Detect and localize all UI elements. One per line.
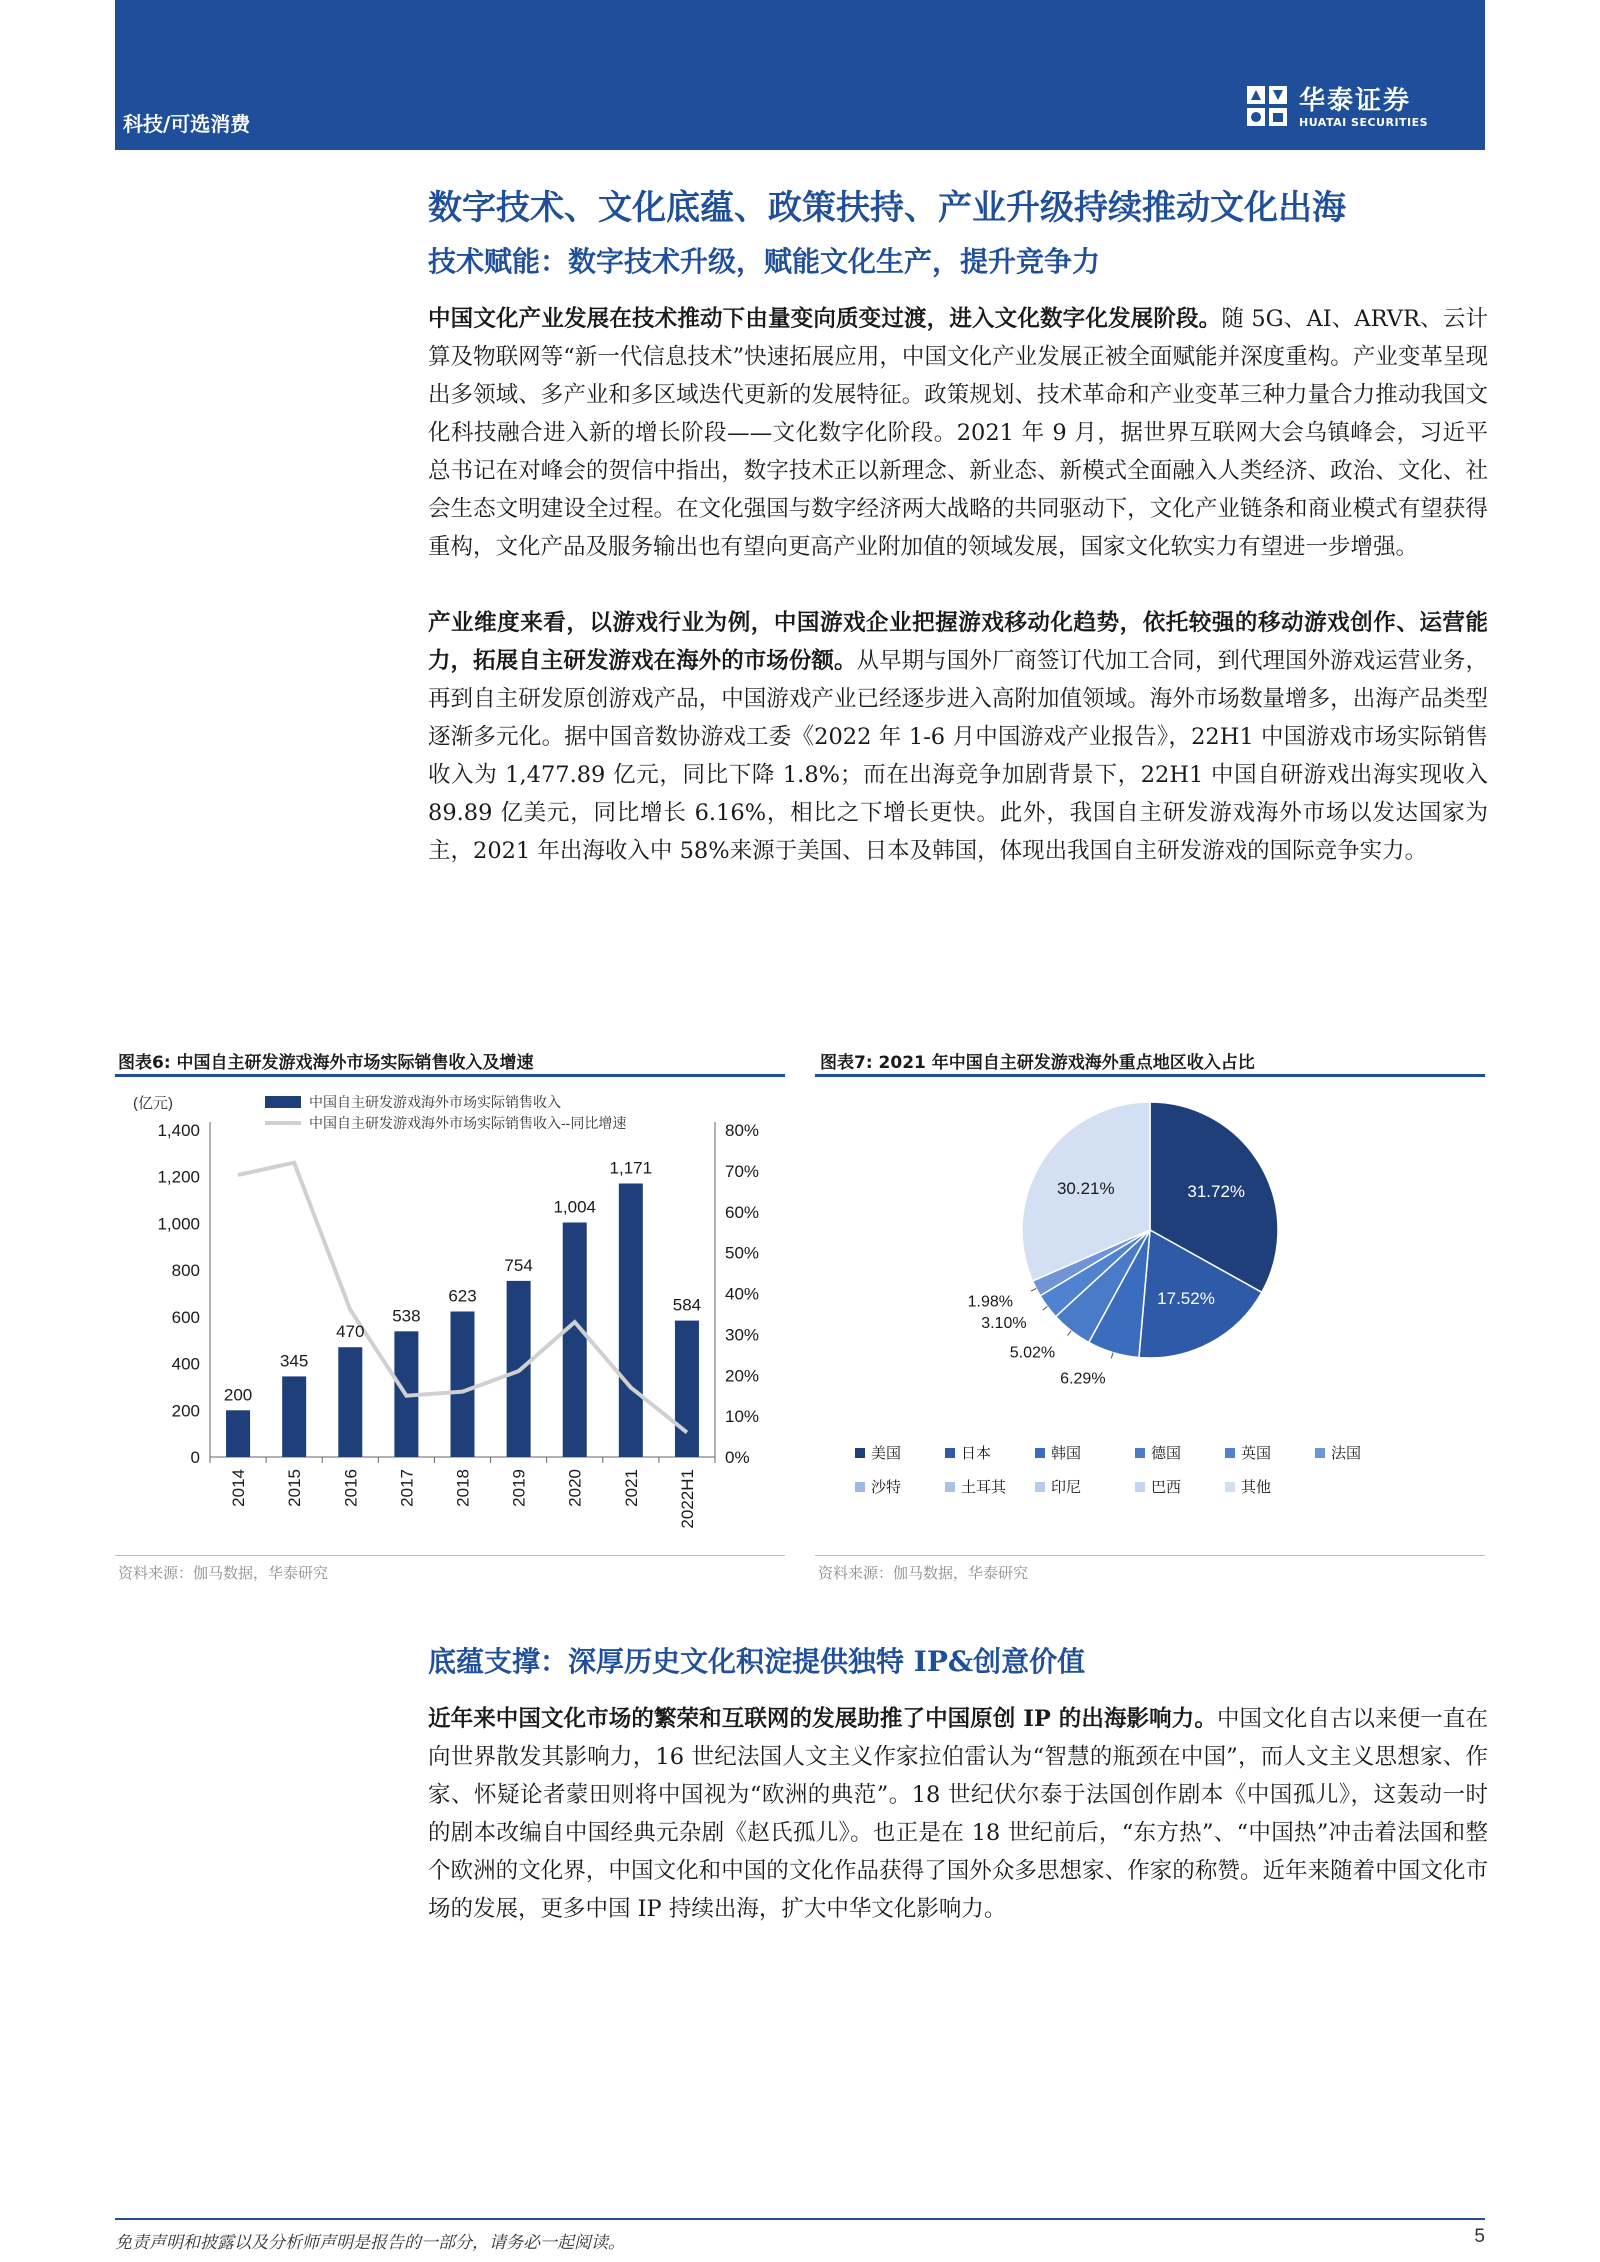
figure7-chart <box>815 1082 1485 1557</box>
pie-legend-label: 美国 <box>871 1445 902 1462</box>
legend-label-bar: 中国自主研发游戏海外市场实际销售收入 <box>309 1094 561 1110</box>
bar-chart-bars <box>223 1183 702 1457</box>
section-heritage <box>428 1640 1488 1928</box>
pie-data-label: 1.98% <box>967 1293 1014 1311</box>
pie-legend-label: 巴西 <box>1151 1479 1182 1496</box>
pie-leader-line <box>1043 1307 1048 1311</box>
pie-legend-label: 土耳其 <box>961 1479 1007 1496</box>
pie-data-label: 3.10% <box>981 1315 1027 1333</box>
huatai-logo <box>1245 80 1465 138</box>
bar <box>282 1376 306 1457</box>
pie-legend-swatch <box>945 1482 955 1492</box>
section-heritage-paragraph-1 <box>428 1700 1488 1928</box>
pie-legend-swatch <box>855 1482 865 1492</box>
y2-tick-label: 70% <box>725 1161 760 1181</box>
pie-chart-legend <box>855 1444 1361 1496</box>
y2-tick-label: 60% <box>725 1202 760 1222</box>
pie-chart-slices <box>1022 1102 1278 1358</box>
figure6-top-rule <box>115 1074 785 1077</box>
bar-data-label: 754 <box>504 1255 533 1275</box>
x-tick-label: 2016 <box>341 1469 361 1507</box>
y2-tick-label: 50% <box>725 1243 760 1263</box>
logo-text-en: HUATAI SECURITIES <box>1299 116 1429 129</box>
pie-leader-line <box>1031 1288 1036 1291</box>
figure6-chart <box>115 1082 785 1557</box>
bar-chart-axes <box>133 1095 759 1529</box>
page-number: 5 <box>1474 2226 1485 2247</box>
y2-tick-label: 10% <box>725 1407 760 1427</box>
figure6-bottom-rule <box>115 1555 785 1556</box>
x-tick-label: 2022H1 <box>677 1469 697 1529</box>
figure7-bottom-rule <box>815 1555 1485 1556</box>
y2-tick-label: 80% <box>725 1121 760 1140</box>
bar <box>619 1183 643 1457</box>
pie-legend-label: 沙特 <box>871 1479 902 1496</box>
figure6-title: 图表6: 中国自主研发游戏海外市场实际销售收入及增速 <box>118 1053 534 1073</box>
pie-data-label: 17.52% <box>1157 1288 1215 1308</box>
logo-text-cn: 华泰证券 <box>1299 86 1412 116</box>
footer-disclaimer: 免责声明和披露以及分析师声明是报告的一部分，请务必一起阅读。 <box>115 2233 625 2253</box>
x-tick-label: 2015 <box>285 1469 305 1507</box>
bar-data-label: 345 <box>279 1351 309 1371</box>
figure6-source: 资料来源：伽马数据，华泰研究 <box>118 1564 329 1582</box>
pie-legend-label: 日本 <box>961 1445 992 1462</box>
huatai-logo-icon <box>1245 84 1289 128</box>
section-heritage-heading: 底蕴支撑：深厚历史文化积淀提供独特 IP&创意价值 <box>428 1645 1086 1678</box>
pie-legend-swatch <box>1225 1448 1235 1458</box>
bar-data-label: 470 <box>336 1322 365 1342</box>
pie-legend-swatch <box>1035 1482 1045 1492</box>
paragraph-lead: 近年来中国文化市场的繁荣和互联网的发展助推了中国原创 IP 的出海影响力。 <box>428 1706 1217 1732</box>
y-tick-label: 600 <box>171 1307 200 1327</box>
pie-legend-swatch <box>1225 1482 1235 1492</box>
x-tick-label: 2021 <box>621 1469 641 1507</box>
pie-legend-label: 英国 <box>1241 1445 1272 1462</box>
paragraph-body: 从早期与国外厂商签订代加工合同，到代理国外游戏运营业务，再到自主研发原创游戏产品，中国游戏产业已经逐步进入高附加值领域。海外市场数量增多，出海产品类型逐渐多元化。据中国音数协游戏工委《2022 年 1-6 月中国游戏产业报告》，22H1 中国游戏市场实际销售收入为 1,477.89 亿元，同比下降 1.8%；而在出海竞争加剧背景下，22H1 中国自研游戏出海实现收入 89.89 亿美元，同比增长 6.16%，相比之下增长更快。此外，我国自主研发游戏海外市场以发达国家为主，2021 年出海收入中 58%来源于美国、日本及韩国，体现出我国自主研发游戏的国际竞争实力。 <box>428 648 1488 864</box>
x-tick-label: 2014 <box>229 1469 249 1507</box>
bar-data-label: 584 <box>672 1295 702 1315</box>
y2-tick-label: 40% <box>725 1284 760 1304</box>
paragraph-lead: 产业维度来看，以游戏行业为例，中国游戏企业把握游戏移动化趋势，依托较强的移动游戏创作、运营能力，拓展自主研发游戏在海外的市场份额。 <box>428 610 1488 674</box>
figure7-top-rule <box>815 1074 1485 1077</box>
legend-label-line: 中国自主研发游戏海外市场实际销售收入--同比增速 <box>309 1115 627 1131</box>
pie-legend-label: 法国 <box>1331 1445 1362 1462</box>
pie-legend-label: 韩国 <box>1051 1445 1082 1462</box>
y-tick-label: 200 <box>171 1401 200 1421</box>
bar-data-label: 200 <box>223 1385 253 1405</box>
x-tick-label: 2020 <box>565 1469 585 1507</box>
bar <box>338 1347 362 1457</box>
figure7-source: 资料来源：伽马数据，华泰研究 <box>818 1564 1029 1582</box>
bar-data-label: 538 <box>392 1306 421 1326</box>
paragraph-body: 随 5G、AI、ARVR、云计算及物联网等“新一代信息技术”快速拓展应用，中国文化产业发展正被全面赋能并深度重构。产业变革呈现出多领域、多产业和多区域迭代更新的发展特征。政策规划、技术革命和产业变革三种力量合力推动我国文化科技融合进入新的增长阶段——文化数字化阶段。2021 年 9 月，据世界互联网大会乌镇峰会，习近平总书记在对峰会的贺信中指出，数字技术正以新理念、新业态、新模式全面融入人类经济、政治、文化、社会生态文明建设全过程。在文化强国与数字经济两大战略的共同驱动下，文化产业链条和商业模式有望获得重构，文化产品及服务输出也有望向更高产业附加值的领域发展，国家文化软实力有望进一步增强。 <box>428 306 1488 560</box>
y2-tick-label: 20% <box>725 1366 760 1386</box>
y-axis-unit: (亿元) <box>133 1095 173 1112</box>
bar-data-label: 1,004 <box>553 1197 596 1217</box>
figure7-title: 图表7: 2021 年中国自主研发游戏海外重点地区收入占比 <box>820 1053 1255 1073</box>
footer-rule <box>115 2218 1485 2220</box>
section-tech-paragraph-2 <box>428 604 1488 870</box>
bar-chart-legend <box>265 1094 626 1131</box>
x-tick-label: 2017 <box>397 1469 417 1507</box>
pie-data-label: 6.29% <box>1060 1370 1106 1388</box>
section-tech-paragraph-1 <box>428 300 1488 566</box>
pie-legend-swatch <box>1035 1448 1045 1458</box>
pie-data-label: 30.21% <box>1056 1178 1115 1198</box>
y-tick-label: 800 <box>171 1261 200 1281</box>
bar <box>451 1311 475 1457</box>
paragraph-lead: 中国文化产业发展在技术推动下由量变向质变过渡，进入文化数字化发展阶段。 <box>428 306 1222 332</box>
y2-tick-label: 0% <box>725 1448 750 1467</box>
bar <box>226 1410 250 1457</box>
bar-data-label: 623 <box>448 1286 477 1306</box>
pie-legend-swatch <box>1135 1482 1145 1492</box>
pie-legend-swatch <box>855 1448 865 1458</box>
paragraph-body: 中国文化自古以来便一直在向世界散发其影响力，16 世纪法国人文主义作家拉伯雷认为“智慧的瓶颈在中国”，而人文主义思想家、作家、怀疑论者蒙田则将中国视为“欧洲的典范”。18 世纪伏尔泰于法国创作剧本《中国孤儿》，这轰动一时的剧本改编自中国经典元杂剧《赵氏孤儿》。也正是在 18 世纪前后，“东方热”、“中国热”冲击着法国和整个欧洲的文化界，中国文化和中国的文化作品获得了国外众多思想家、作家的称赞。近年来随着中国文化市场的发展，更多中国 IP 持续出海，扩大中华文化影响力。 <box>428 1706 1488 1922</box>
y-tick-label: 1,200 <box>157 1167 200 1187</box>
section-tech-heading: 技术赋能：数字技术升级，赋能文化生产，提升竞争力 <box>428 245 1101 278</box>
pie-leader-line <box>1067 1331 1071 1336</box>
pie-legend-swatch <box>945 1448 955 1458</box>
x-tick-label: 2019 <box>509 1469 529 1507</box>
bar <box>563 1222 587 1457</box>
y2-tick-label: 30% <box>725 1325 760 1345</box>
section-label: 科技/可选消费 <box>123 112 251 136</box>
section-tech <box>428 240 1488 870</box>
pie-data-label: 5.02% <box>1009 1344 1056 1362</box>
bar-data-label: 1,171 <box>609 1158 653 1178</box>
x-tick-label: 2018 <box>453 1469 473 1507</box>
y-tick-label: 1,000 <box>157 1214 200 1234</box>
pie-legend-label: 德国 <box>1151 1445 1182 1462</box>
legend-swatch-bar <box>265 1096 301 1108</box>
pie-legend-label: 其他 <box>1241 1479 1272 1496</box>
y-tick-label: 1,400 <box>157 1121 200 1140</box>
pie-legend-label: 印尼 <box>1051 1479 1082 1496</box>
page-header <box>115 0 1485 150</box>
pie-leader-line <box>1111 1353 1113 1359</box>
y-tick-label: 0 <box>190 1448 200 1467</box>
bar <box>675 1321 699 1457</box>
y-tick-label: 400 <box>171 1354 200 1374</box>
pie-legend-swatch <box>1315 1448 1325 1458</box>
main-title: 数字技术、文化底蕴、政策扶持、产业升级持续推动文化出海 <box>428 188 1346 228</box>
pie-legend-swatch <box>1135 1448 1145 1458</box>
pie-data-label: 31.72% <box>1187 1182 1246 1202</box>
